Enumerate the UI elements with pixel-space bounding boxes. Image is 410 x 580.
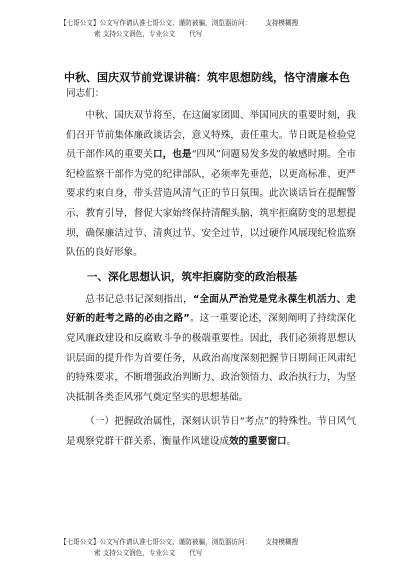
section-heading-1: 一、深化思想认识，筑牢拒腐防变的政治根基 <box>87 270 297 283</box>
banner-text-line2: 索 支持公文润色，专业公文 <box>94 30 176 38</box>
intro-text-b: “四风”问题易发多发的敏感时期。全市纪检监察干部作为党的纪律部队，必须率先垂范，以更高标准、更严要求约束自身，带头营造风清气正的节日氛围。此次谈话旨在提醒警示，教育引导，督促大家始终保持清醒头脑，筑牢拒腐防变的思想提坝，确保廉洁过节、清爽过节、安全过节，以过硬作风展现纪检监察队伍的良好形象。 <box>66 149 357 259</box>
banner-brand: 【七哥公文】 <box>60 19 100 27</box>
paragraph-subsection-1 <box>66 412 356 451</box>
subsection-text: （一）把握政治属性，深刻认识节日“考点”的特殊性。节日风气是观察党群干群关系、衡量作风建设成 <box>66 416 356 447</box>
paragraph-quote <box>66 290 356 408</box>
paragraph-intro <box>66 106 356 263</box>
quote-lead-text: 总书记总书记深刻指出， <box>85 293 193 305</box>
banner-brand: 【七哥公文】 <box>60 538 100 546</box>
document-body <box>66 70 356 457</box>
header-banner <box>60 18 360 40</box>
banner-ghost-text: 代写 <box>189 30 203 38</box>
quote-follow-text: 。这一重要论述，深刻阐明了持续深化党风廉政建设和反腐败斗争的极端重要性。因此，我们必须将思想认识层面的提升作为首要任务，从政治高度深刻把握节日期间正风肃纪的特殊要求，不断增强政治判断力、政治领悟力、政治执行力，为坚决抵制各类歪风邪气奠定坚实的思想基础。 <box>66 313 357 403</box>
subsection-end: 。 <box>286 435 297 447</box>
intro-text-a: 中秋、国庆双节将至，在这阖家团圆、举国同庆的重要时刻，我们召开节前集体廉政谈话会，意义特殊，责任重大。节日既是检验党员干部作风的重要关 <box>66 110 356 161</box>
intro-highlight: 口，也是 <box>152 149 192 161</box>
banner-support-text: 支持模糊搜 <box>265 538 299 546</box>
banner-ghost-text: 代写 <box>189 549 203 557</box>
banner-text-line1: 公文写作请认准七哥公文、谨防被骗，浏览器访问： <box>99 19 252 27</box>
banner-support-text: 支持模糊搜 <box>265 19 299 27</box>
greeting: 同志们： <box>66 88 105 99</box>
quote-highlight: “全面从严治党是党永葆生机活力、走好新的赶考之路的必由之路” <box>66 293 356 325</box>
footer-banner <box>60 537 360 559</box>
document-title: 中秋、国庆双节前党课讲稿：筑牢思想防线，恪守清廉本色 <box>64 71 350 84</box>
banner-text-line2: 索 支持公文润色，专业公文 <box>94 549 176 557</box>
subsection-highlight: 效的重要窗口 <box>229 435 287 447</box>
banner-text-line1: 公文写作请认准七哥公文、谨防被骗，浏览器访问： <box>99 538 252 546</box>
